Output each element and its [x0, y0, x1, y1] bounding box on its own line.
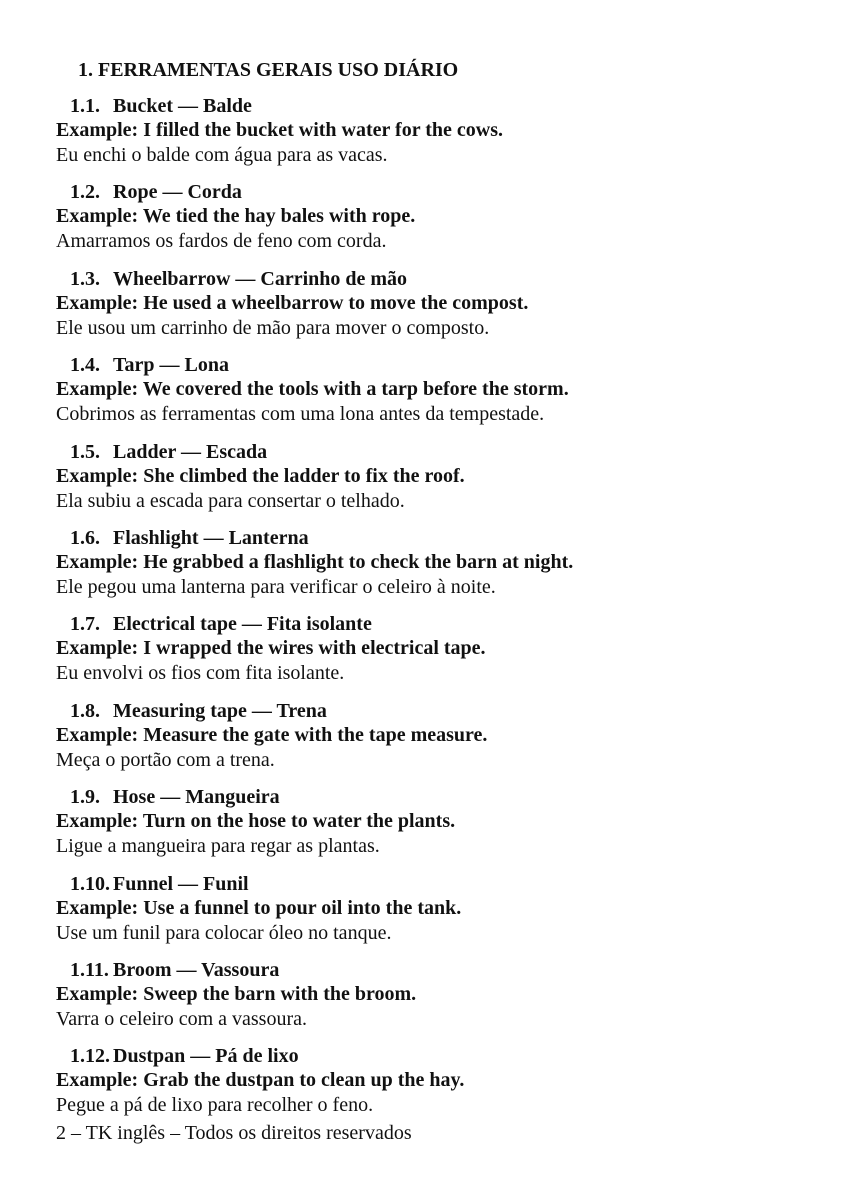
entry-example: Example: Measure the gate with the tape measure.: [56, 723, 488, 746]
entry-number: 1.10.: [70, 872, 110, 895]
entry-translation: Varra o celeiro com a vassoura.: [56, 1007, 307, 1030]
entry-term: Funnel — Funil: [113, 872, 249, 895]
entry-example: Example: Grab the dustpan to clean up the hay.: [56, 1069, 465, 1092]
entry-number: 1.2.: [70, 181, 100, 204]
entry-translation: Use um funil para colocar óleo no tanque.: [56, 921, 392, 944]
entry-heading: [56, 872, 836, 896]
entry-translation: Ela subiu a escada para consertar o telhado.: [56, 489, 405, 512]
entry-number: 1.8.: [70, 699, 100, 722]
entry-translation: Meça o portão com a trena.: [56, 748, 275, 771]
vocabulary-entry: [56, 1044, 836, 1130]
entry-term: Ladder — Escada: [113, 440, 268, 463]
entry-number: 1.3.: [70, 267, 100, 290]
entry-heading: [56, 267, 836, 291]
entry-number: 1.12.: [70, 1045, 110, 1068]
entry-example: Example: I filled the bucket with water for the cows.: [56, 119, 503, 141]
entry-number: 1.5.: [70, 440, 100, 463]
section-title: 1. FERRAMENTAS GERAIS USO DIÁRIO: [78, 59, 459, 81]
entry-term: Hose — Mangueira: [113, 786, 280, 809]
entry-heading: [56, 440, 836, 464]
entry-number: 1.4.: [70, 354, 100, 377]
entry-heading: [56, 180, 836, 204]
vocabulary-list: [56, 94, 836, 1131]
entry-heading: [56, 1044, 836, 1068]
vocabulary-entry: [56, 267, 836, 353]
entry-translation: Ligue a mangueira para regar as plantas.: [56, 835, 380, 858]
vocabulary-entry: [56, 872, 836, 958]
entry-heading: [56, 526, 836, 550]
entry-number: 1.11.: [70, 958, 109, 981]
vocabulary-entry: [56, 612, 836, 698]
entry-translation: Eu enchi o balde com água para as vacas.: [56, 144, 388, 166]
vocabulary-entry: [56, 785, 836, 871]
entry-term: Wheelbarrow — Carrinho de mão: [113, 267, 408, 290]
entry-example: Example: I wrapped the wires with electrical tape.: [56, 637, 486, 660]
vocabulary-entry: [56, 353, 836, 439]
entry-translation: Eu envolvi os fios com fita isolante.: [56, 662, 345, 685]
entry-translation: Ele usou um carrinho de mão para mover o composto.: [56, 316, 490, 339]
entry-term: Broom — Vassoura: [113, 958, 280, 981]
entry-heading: [56, 612, 836, 636]
entry-example: Example: He grabbed a flashlight to check the barn at night.: [56, 550, 574, 573]
entry-number: 1.1.: [70, 95, 100, 117]
entry-example: Example: Turn on the hose to water the plants.: [56, 810, 456, 833]
entry-term: Rope — Corda: [113, 181, 242, 204]
vocabulary-entry: [56, 180, 836, 266]
entry-example: Example: We covered the tools with a tarp before the storm.: [56, 378, 569, 401]
entry-translation: Ele pegou uma lanterna para verificar o celeiro à noite.: [56, 575, 496, 598]
entry-term: Measuring tape — Trena: [113, 699, 327, 722]
vocabulary-entry: [56, 440, 836, 526]
entry-example: Example: We tied the hay bales with rope.: [56, 205, 416, 228]
entry-term: Bucket — Balde: [113, 95, 252, 117]
entry-heading: [56, 699, 836, 723]
entry-translation: Pegue a pá de lixo para recolher o feno.: [56, 1094, 374, 1117]
vocabulary-entry: [56, 958, 836, 1044]
entry-heading: [56, 785, 836, 809]
entry-example: Example: Use a funnel to pour oil into the tank.: [56, 896, 462, 919]
entry-example: Example: She climbed the ladder to fix the roof.: [56, 464, 465, 487]
vocabulary-entry: [56, 526, 836, 612]
entry-number: 1.9.: [70, 786, 100, 809]
vocabulary-entry: [56, 94, 836, 180]
entry-heading: [56, 958, 836, 982]
entry-heading: [56, 353, 836, 377]
vocabulary-entry: [56, 699, 836, 785]
entry-heading: [56, 94, 836, 118]
entry-translation: Cobrimos as ferramentas com uma lona antes da tempestade.: [56, 403, 545, 426]
entry-term: Flashlight — Lanterna: [113, 526, 309, 549]
entry-term: Dustpan — Pá de lixo: [113, 1045, 299, 1068]
entry-number: 1.7.: [70, 613, 100, 636]
entry-number: 1.6.: [70, 526, 100, 549]
entry-example: Example: Sweep the barn with the broom.: [56, 982, 417, 1005]
entry-example: Example: He used a wheelbarrow to move the compost.: [56, 291, 529, 314]
entry-term: Electrical tape — Fita isolante: [113, 613, 372, 636]
page-footer: 2 – TK inglês – Todos os direitos reservados: [56, 1122, 412, 1144]
entry-translation: Amarramos os fardos de feno com corda.: [56, 230, 387, 253]
entry-term: Tarp — Lona: [113, 354, 229, 377]
